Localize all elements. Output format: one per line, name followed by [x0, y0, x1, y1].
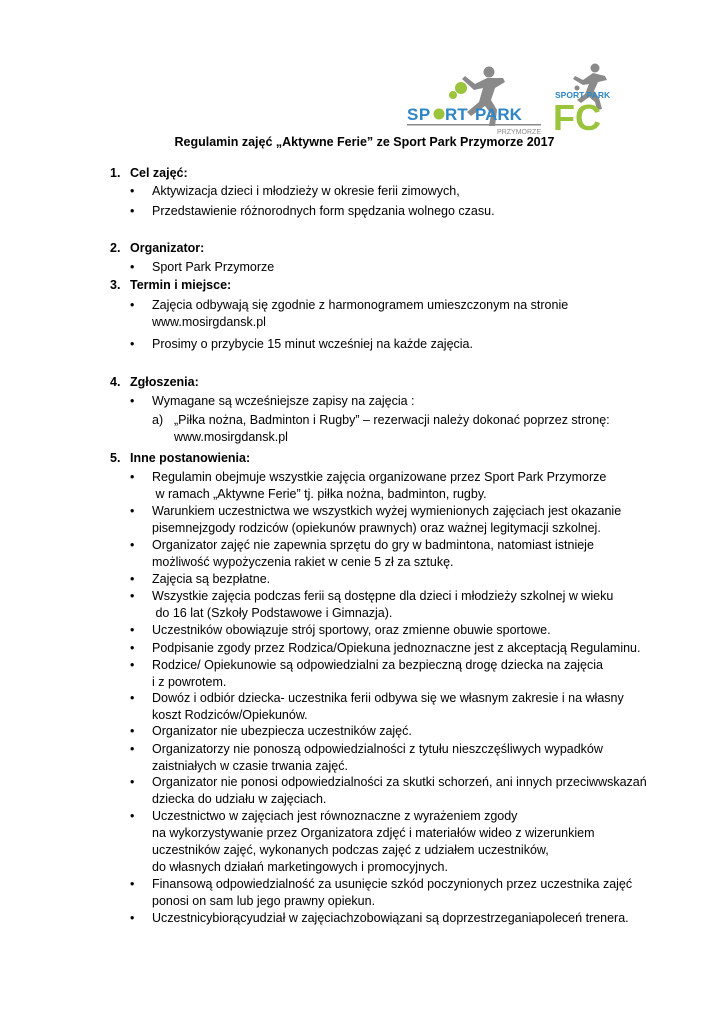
bullet-icon: •	[130, 298, 135, 312]
bullet-text-line: Podpisanie zgody przez Rodzica/Opiekuna jednoznaczne jest z akceptacją Regulaminu.	[152, 641, 641, 655]
bullet-icon: •	[130, 724, 135, 738]
bullet-text-line: dziecka do udziału w zajęciach.	[152, 792, 327, 806]
section-title: Termin i miejsce:	[130, 278, 232, 292]
section-number: 1.	[110, 166, 121, 180]
bullet-icon: •	[130, 809, 135, 823]
bullet-text-line: Organizator nie ponosi odpowiedzialności za skutki schorzeń, ani innych przeciwwskazań	[152, 775, 647, 789]
section-heading	[110, 239, 204, 257]
section-heading	[110, 449, 250, 467]
svg-text:FC: FC	[553, 97, 601, 138]
bullet-text-line: do 16 lat (Szkoły Podstawowe i Gimnazja).	[152, 606, 393, 620]
bullet-text-line: Finansową odpowiedzialność za usunięcie szkód poczynionych przez uczestnika zajęć	[152, 877, 633, 891]
bullet-icon: •	[130, 184, 135, 198]
bullet-text-line: zaistniałych w czasie trwania zajęć.	[152, 759, 348, 773]
section-heading	[110, 276, 231, 294]
bullet-icon: •	[130, 742, 135, 756]
bullet-icon: •	[130, 911, 135, 925]
sub-item	[152, 412, 610, 446]
section-title: Inne postanowienia:	[130, 451, 251, 465]
bullet-icon: •	[130, 877, 135, 891]
bullet-text-line: Sport Park Przymorze	[152, 260, 275, 274]
bullet-text-line: Aktywizacja dzieci i młodzieży w okresie ferii zimowych,	[152, 184, 460, 198]
bullet-icon: •	[130, 394, 135, 408]
bullet-text-line: ponosi on sam lub jego prawny opiekun.	[152, 894, 376, 908]
bullet-text-line: w ramach „Aktywne Ferie” tj. piłka nożna, badminton, rugby.	[152, 487, 487, 501]
bullet-text-line: Organizator zajęć nie zapewnia sprzętu do gry w badmintona, natomiast istnieje	[152, 538, 594, 552]
bullet-text-line: Warunkiem uczestnictwa we wszystkich wyżej wymienionych zajęciach jest okazanie	[152, 504, 622, 518]
bullet-text-line: Rodzice/ Opiekunowie są odpowiedzialni za bezpieczną drogę dziecka na zajęcia	[152, 658, 603, 672]
bullet-text-line: Uczestników obowiązuje strój sportowy, oraz zmienne obuwie sportowe.	[152, 623, 551, 637]
svg-text:PRZYMORZE: PRZYMORZE	[497, 129, 541, 136]
bullet-text-line: Prosimy o przybycie 15 minut wcześniej na każde zajęcia.	[152, 337, 473, 351]
section-heading	[110, 373, 199, 391]
bullet-icon: •	[130, 260, 135, 274]
section-title: Cel zajęć:	[130, 166, 188, 180]
bullet-text-line: Uczestnictwo w zajęciach jest równoznaczne z wyrażeniem zgody	[152, 809, 518, 823]
bullet-text-line: do własnych działań marketingowych i promocyjnych.	[152, 860, 448, 874]
bullet-icon: •	[130, 589, 135, 603]
bullet-text-line: www.mosirgdansk.pl	[152, 315, 266, 329]
bullet-text-line: i z powrotem.	[152, 675, 227, 689]
section-number: 5.	[110, 451, 121, 465]
bullet-icon: •	[130, 658, 135, 672]
svg-text:RT: RT	[445, 105, 468, 124]
bullet-icon: •	[130, 691, 135, 705]
bullet-text-line: Organizatorzy nie ponoszą odpowiedzialności z tytułu nieszczęśliwych wypadków	[152, 742, 603, 756]
document-title: Regulamin zajęć „Aktywne Ferie” ze Sport Park Przymorze 2017	[174, 135, 555, 149]
svg-text:PARK: PARK	[475, 105, 522, 124]
bullet-icon: •	[130, 470, 135, 484]
bullet-text-line: koszt Rodziców/Opiekunów.	[152, 708, 308, 722]
bullet-icon: •	[130, 337, 135, 351]
bullet-text-line: Organizator nie ubezpiecza uczestników zajęć.	[152, 724, 412, 738]
section-number: 4.	[110, 375, 121, 389]
bullet-icon: •	[130, 204, 135, 218]
bullet-text-line: Wymagane są wcześniejsze zapisy na zajęcia :	[152, 394, 415, 408]
section-title: Organizator:	[130, 241, 205, 255]
bullet-icon: •	[130, 572, 135, 586]
svg-text:SPORT PARK: SPORT PARK	[555, 90, 611, 100]
bullet-text-line: Zajęcia są bezpłatne.	[152, 572, 271, 586]
sub-item-text-line: www.mosirgdansk.pl	[174, 430, 288, 444]
bullet-icon: •	[130, 504, 135, 518]
section-heading	[110, 164, 188, 182]
bullet-text-line: Uczestnicybiorącyudział w zajęciachzobowiązani są doprzestrzeganiapoleceń trenera.	[152, 911, 629, 925]
section-number: 2.	[110, 241, 121, 255]
bullet-text-line: Dowóz i odbiór dziecka- uczestnika ferii odbywa się we własnym zakresie i na własny	[152, 691, 624, 705]
bullet-icon: •	[130, 775, 135, 789]
bullet-text-line: Zajęcia odbywają się zgodnie z harmonogramem umieszczonym na stronie	[152, 298, 569, 312]
svg-text:SP: SP	[407, 105, 431, 124]
section-title: Zgłoszenia:	[130, 375, 199, 389]
bullet-icon: •	[130, 538, 135, 552]
bullet-text-line: uczestników zajęć, wykonanych podczas zajęć z udziałem uczestników,	[152, 843, 549, 857]
bullet-text-line: pisemnejzgody rodziców (opiekunów prawnych) oraz ważnej legitymacji szkolnej.	[152, 521, 601, 535]
bullet-icon: •	[130, 623, 135, 637]
bullet-text-line: możliwość wypożyczenia rakiet w cenie 5 zł za sztukę.	[152, 555, 454, 569]
bullet-text-line: na wykorzystywanie przez Organizatora zdjęć i materiałów wideo z wizerunkiem	[152, 826, 595, 840]
section-number: 3.	[110, 278, 121, 292]
bullet-icon: •	[130, 641, 135, 655]
bullet-text-line: Wszystkie zajęcia podczas ferii są dostępne dla dzieci i młodzieży szkolnej w wieku	[152, 589, 614, 603]
sub-item-text-line: „Piłka nożna, Badminton i Rugby” – rezerwacji należy dokonać poprzez stronę:	[174, 413, 610, 427]
sub-item-letter: a)	[152, 413, 164, 427]
bullet-text-line: Regulamin obejmuje wszystkie zajęcia organizowane przez Sport Park Przymorze	[152, 470, 607, 484]
bullet-text-line: Przedstawienie różnorodnych form spędzania wolnego czasu.	[152, 204, 495, 218]
